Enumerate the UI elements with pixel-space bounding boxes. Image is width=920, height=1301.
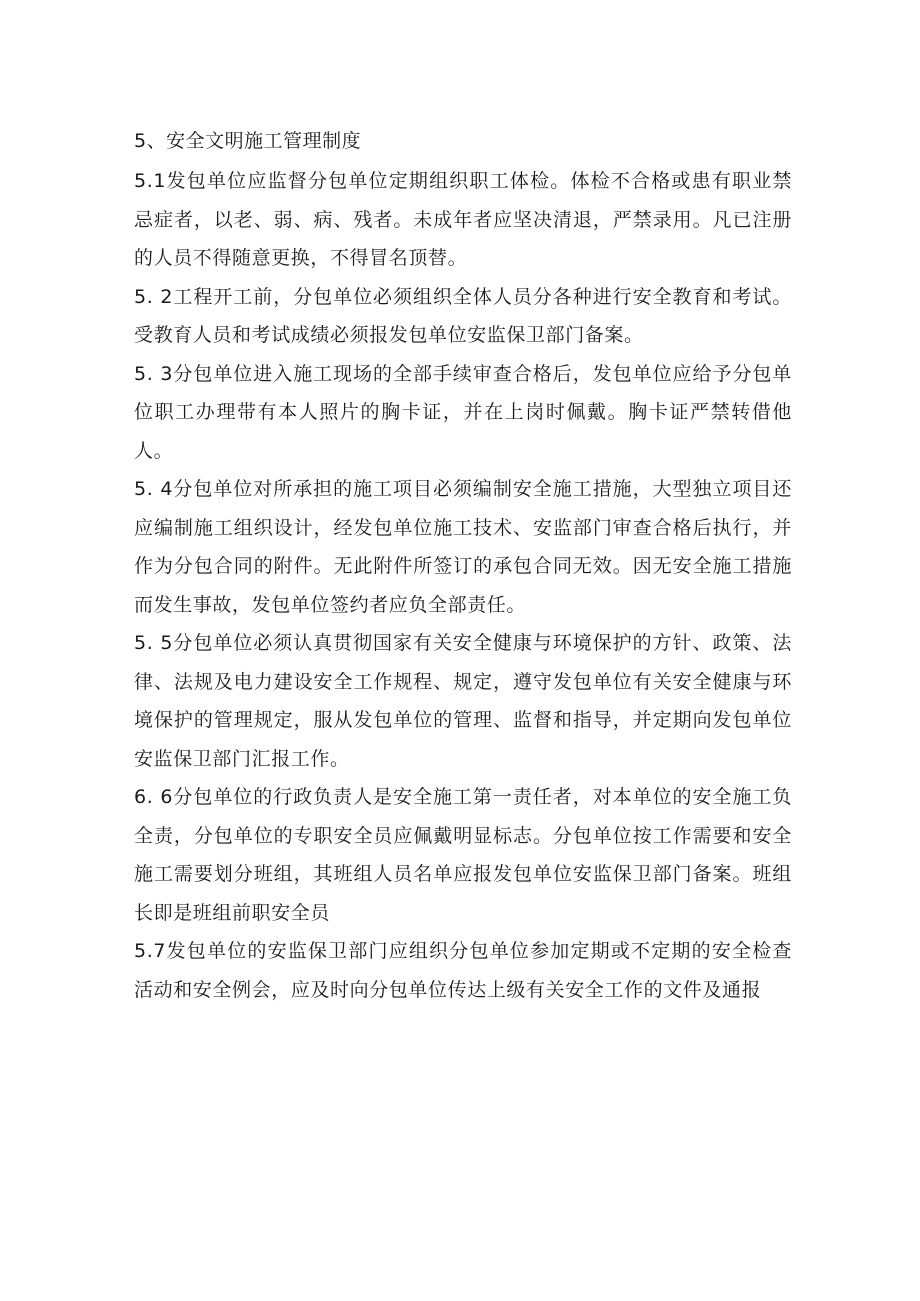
section-heading: 5、安全文明施工管理制度 xyxy=(134,130,362,152)
paragraph-5-3: 5. 3分包单位进入施工现场的全部手续审查合格后，发包单位应给予分包单位职工办理带有本人照片的胸卡证，并在上岗时佩戴。胸卡证严禁转借他人。 xyxy=(134,362,792,462)
paragraph-5-4: 5. 4分包单位对所承担的施工项目必须编制安全施工措施，大型独立项目还应编制施工组织设计，经发包单位施工技术、安监部门审查合格后执行，并作为分包合同的附件。无此附件所签订的承包合同无效。因无安全施工措施而发生事故，发包单位签约者应负全部责任。 xyxy=(134,478,792,616)
document-body xyxy=(132,120,792,1009)
paragraph-5-5: 5. 5分包单位必须认真贯彻国家有关安全健康与环境保护的方针、政策、法律、法规及电力建设安全工作规程、规定，遵守发包单位有关安全健康与环境保护的管理规定，服从发包单位的管理、监督和指导，并定期向发包单位安监保卫部门汇报工作。 xyxy=(134,632,792,770)
paragraph-5-1: 5.1发包单位应监督分包单位定期组织职工体检。体检不合格或患有职业禁忌症者，以老、弱、病、残者。未成年者应坚决清退，严禁录用。凡已注册的人员不得随意更换，不得冒名顶替。 xyxy=(134,170,792,269)
paragraph-6-6: 6. 6分包单位的行政负责人是安全施工第一责任者，对本单位的安全施工负全责，分包单位的专职安全员应佩戴明显标志。分包单位按工作需要和安全施工需要划分班组，其班组人员名单应报发包单位安监保卫部门备案。班组长即是班组前职安全员 xyxy=(134,786,792,924)
paragraph-5-7: 5.7发包单位的安监保卫部门应组织分包单位参加定期或不定期的安全检查活动和安全例会，应及时向分包单位传达上级有关安全工作的文件及通报 xyxy=(134,940,792,1001)
paragraph-5-2: 5. 2工程开工前，分包单位必须组织全体人员分各种进行安全教育和考试。受教育人员和考试成绩必须报发包单位安监保卫部门备案。 xyxy=(134,285,792,346)
